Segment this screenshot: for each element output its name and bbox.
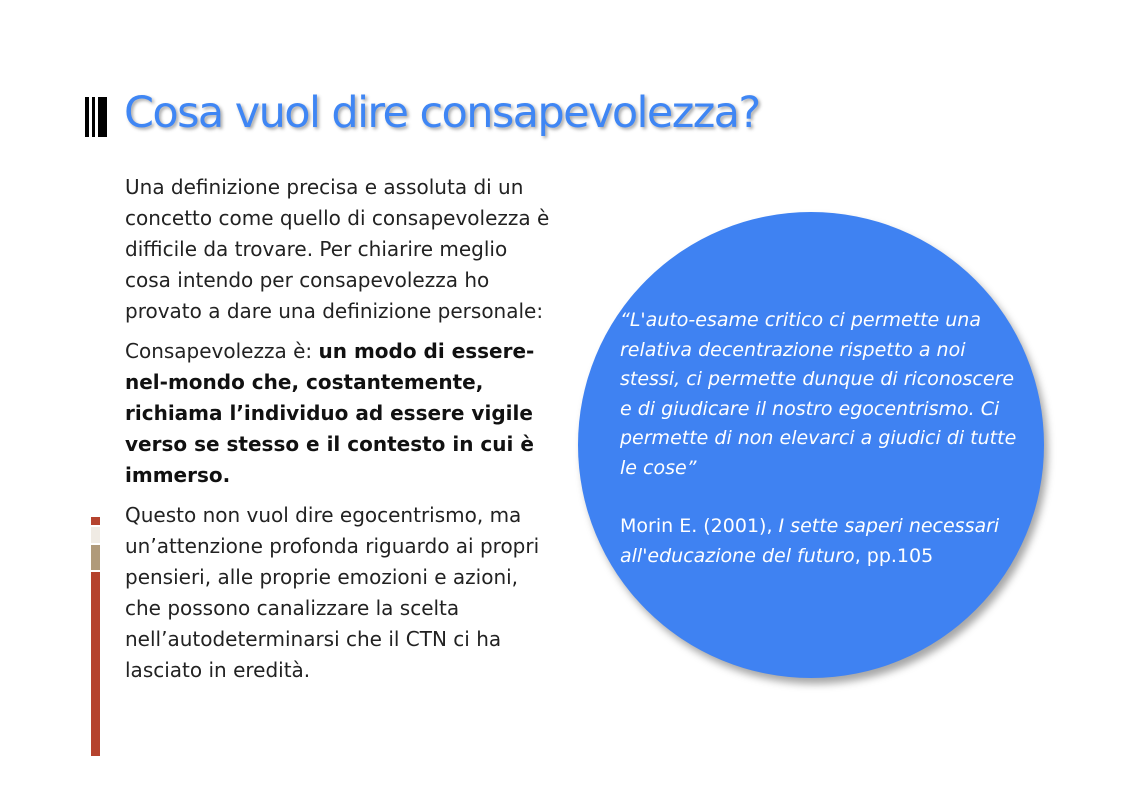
paragraph-egocentrism: Questo non vuol dire egocentrismo, ma un’attenzione profonda riguardo ai propri pensieri, alle proprie emozioni e azioni, che possono canalizzare la scelta nell’autodeterminarsi che il CTN ci ha lasciato in eredità. <box>125 503 540 682</box>
title-marker-bars <box>85 97 107 137</box>
accent-bar-red-top <box>91 517 100 525</box>
slide-title: Cosa vuol dire consapevolezza? <box>124 88 760 138</box>
citation-pages: , pp.105 <box>854 544 934 567</box>
body-text <box>125 172 555 695</box>
accent-bar-red-long <box>91 572 100 756</box>
paragraph-definition-intro: Una definizione precisa e assoluta di un concetto come quello di consapevolezza è difficile da trovare. Per chiarire meglio cosa intendo per consapevolezza ho provato a dare una definizione personale: <box>125 175 550 323</box>
accent-bar-light <box>91 527 100 543</box>
citation-author: Morin E. (2001), <box>620 515 779 537</box>
accent-bar-tan <box>91 545 100 570</box>
definition-lead: Consapevolezza è: <box>125 339 319 363</box>
definition-bold: un modo di essere-nel-mondo che, costantemente, richiama l’individuo ad essere vigile verso se stesso e il contesto in cui è immerso. <box>125 339 535 487</box>
quote-citation <box>620 512 1025 571</box>
paragraph-definition <box>125 336 555 491</box>
citation-work: I sette saperi necessari all'educazione del futuro <box>620 515 1000 567</box>
quote-text: “L'auto-esame critico ci permette una relativa decentrazione rispetto a noi stessi, ci permette dunque di riconoscere e di giudicare il nostro egocentrismo. Ci permette di non elevarci a giudici di tutte le cose” <box>620 309 1017 479</box>
quote-block <box>620 306 1025 571</box>
